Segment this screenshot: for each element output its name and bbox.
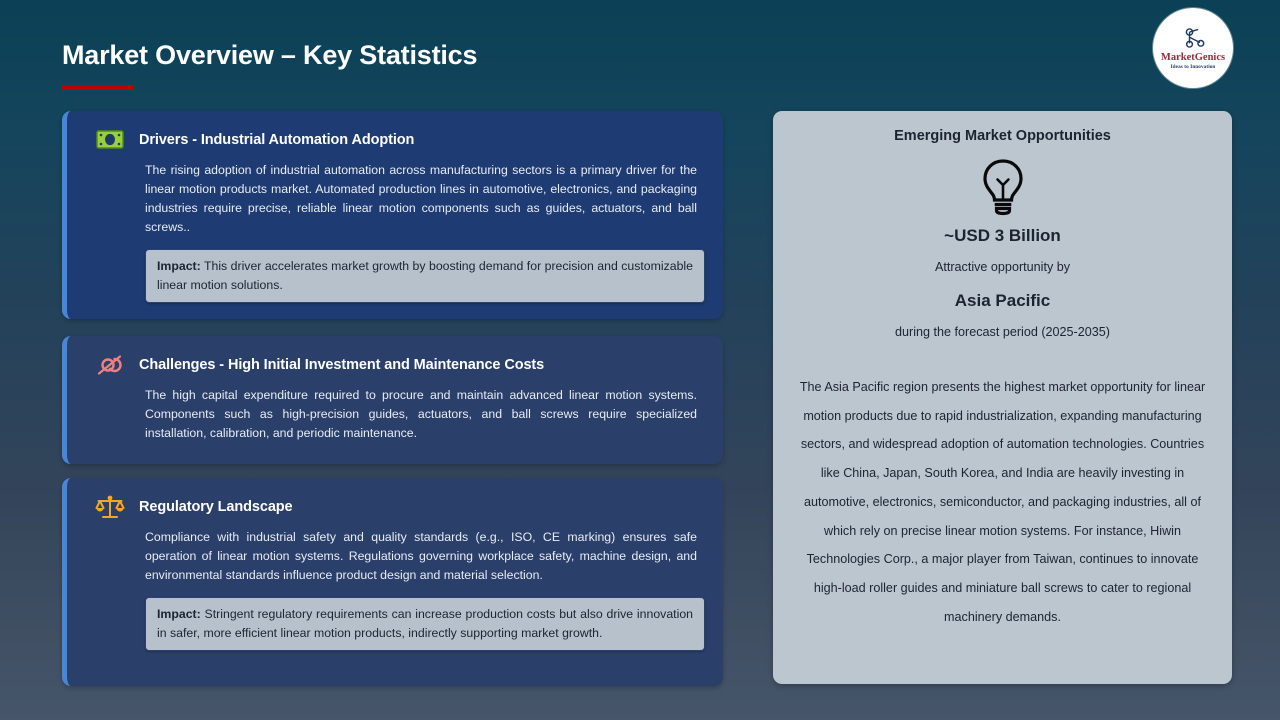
card-drivers — [62, 111, 723, 319]
lightbulb-icon — [976, 158, 1030, 216]
network-node-icon — [1178, 26, 1208, 52]
opportunity-subtitle-1: Attractive opportunity by — [934, 260, 1071, 274]
card-body-text: The rising adoption of industrial automation across manufacturing sectors is a primary driver for the linear motion products market. Automated production lines in automotive, electronics, and packaging industries require precise, reliable linear motion components such as guides, actuators, and ball screws.. — [145, 163, 697, 235]
emerging-market-opportunities-panel — [773, 111, 1232, 684]
logo-brand-name: MarketGenics — [1160, 51, 1226, 63]
broken-link-icon — [93, 350, 127, 380]
opportunity-description: The Asia Pacific region presents the highest market opportunity for linear motion products due to rapid industrialization, expanding manufacturing sectors, and widespread adoption of automation technologies. Countries like China, Japan, South Korea, and India are heavily investing in automotive, electronics, semiconductor, and packaging industries, all of which rely on precise linear motion systems. For instance, Hiwin Technologies Corp., a major player from Taiwan, continues to innovate high-load roller guides and miniature ball screws to cater to regional machinery demands. — [799, 380, 1206, 624]
card-body-text: The high capital expenditure required to procure and maintain advanced linear motion systems. Components such as high-precision guides, actuators, and ball screws require specialized installation, calibration, and periodic maintenance. — [145, 388, 697, 441]
impact-text: This driver accelerates market growth by boosting demand for precision and customizable linear motion solutions. — [157, 259, 693, 292]
card-title: Challenges - High Initial Investment and Maintenance Costs — [139, 357, 545, 373]
card-title: Drivers - Industrial Automation Adoption — [139, 132, 415, 148]
opportunity-forecast-period: during the forecast period (2025-2035) — [895, 325, 1110, 339]
card-header — [67, 336, 723, 380]
card-header — [67, 111, 723, 155]
balance-scale-icon — [93, 492, 127, 522]
impact-text: Stringent regulatory requirements can increase production costs but also drive innovation in safer, more efficient linear motion products, indirectly supporting market growth. — [157, 607, 693, 640]
card-challenges — [62, 336, 723, 464]
opportunity-region: Asia Pacific — [954, 291, 1051, 310]
brand-logo — [1153, 8, 1233, 88]
page-title: Market Overview – Key Statistics — [62, 40, 478, 70]
card-title: Regulatory Landscape — [139, 499, 293, 515]
logo-tagline: Ideas to Innovation — [1170, 64, 1216, 71]
card-regulatory — [62, 478, 723, 686]
opportunity-panel-title: Emerging Market Opportunities — [894, 128, 1111, 144]
impact-label: Impact: — [157, 607, 201, 622]
money-banknote-icon — [93, 125, 127, 155]
card-body-text: Compliance with industrial safety and quality standards (e.g., ISO, CE marking) ensures safe operation of linear motion systems. Regulations governing workplace safety, machine design, and environmental standards influence product design and material selection. — [145, 530, 697, 583]
impact-box — [145, 597, 705, 651]
opportunity-value: ~USD 3 Billion — [944, 226, 1061, 245]
title-underline-accent — [62, 85, 134, 90]
card-header — [67, 478, 723, 522]
impact-label: Impact: — [157, 259, 201, 274]
impact-box — [145, 249, 705, 303]
